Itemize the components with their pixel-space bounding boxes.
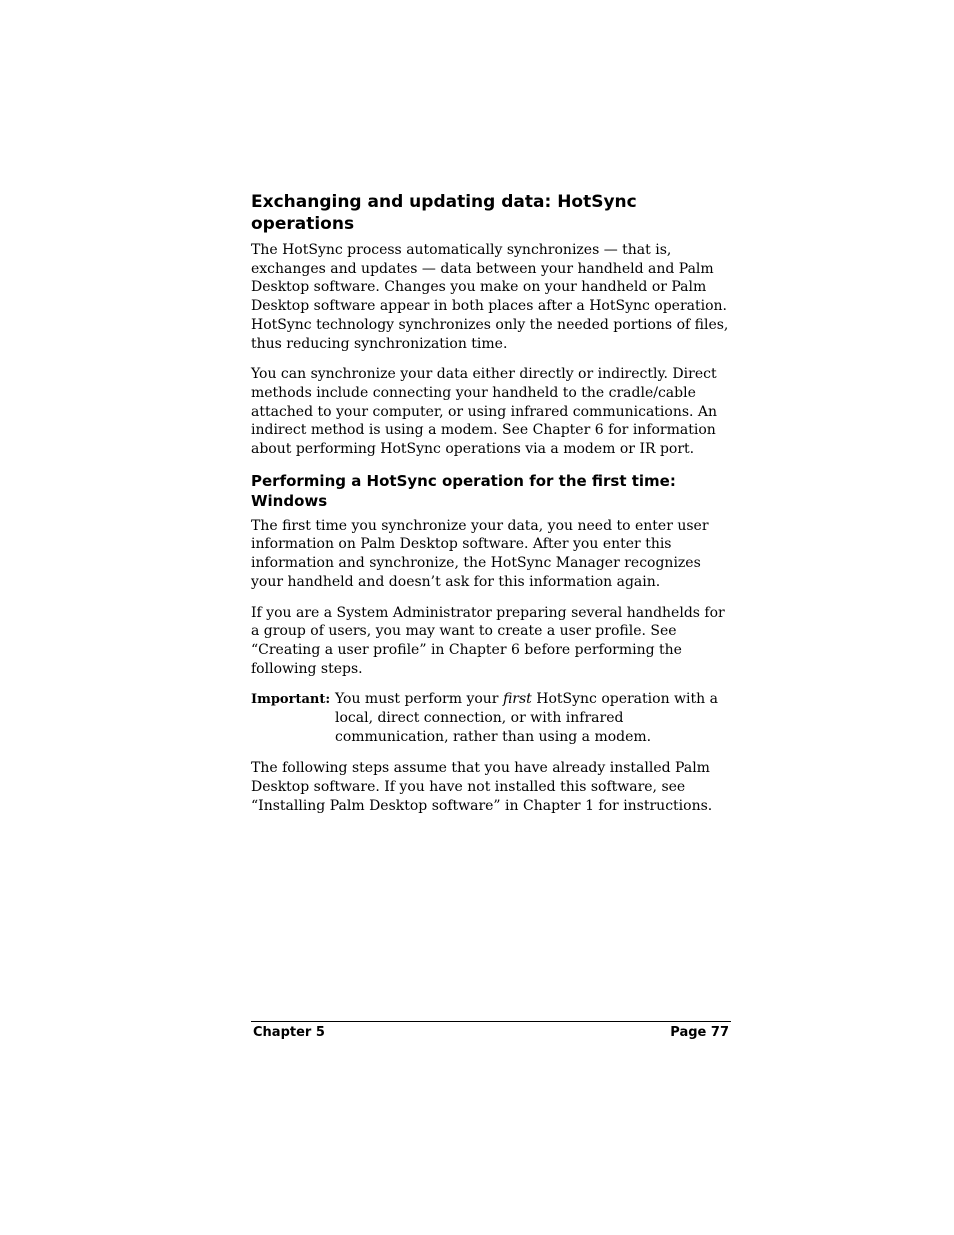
note-text <box>335 690 731 747</box>
important-note <box>251 690 731 747</box>
subsection-paragraph-3: The following steps assume that you have already installed Palm Desktop software. If you have not installed this software, see “Installing Palm Desktop software” in Chapter 1 for instructions. <box>251 760 713 814</box>
section-paragraph-2: You can synchronize your data either directly or indirectly. Direct methods include connecting your handheld to the cradle/cable attached to your computer, or using infrared communications. An indirect method is using a modem. See Chapter 6 for information about performing HotSync operations via a modem or IR port. <box>251 366 718 458</box>
page-footer <box>251 1021 731 1040</box>
subsection-paragraph-2: If you are a System Administrator preparing several handhelds for a group of users, you may want to create a user profile. See “Creating a user profile” in Chapter 6 before performing the following steps. <box>251 604 725 677</box>
subsection-heading: Performing a HotSync operation for the first time: Windows <box>251 471 676 510</box>
footer-chapter: Chapter 5 <box>253 1025 325 1040</box>
note-emphasis: first <box>502 691 532 708</box>
note-text-before: You must perform your <box>335 691 503 708</box>
section-paragraph-1: The HotSync process automatically synchronizes — that is, exchanges and updates — data between your handheld and Palm Desktop software. Changes you make on your handheld or Palm Desktop software appear in both places after a HotSync operation. HotSync technology synchronizes only the needed portions of files, thus reducing synchronization time. <box>251 242 729 352</box>
subsection-paragraph-1: The first time you synchronize your data, you need to enter user information on Palm Desktop software. After you enter this information and synchronize, the HotSync Manager recognizes your handheld and doesn’t ask for this information again. <box>251 517 709 590</box>
page-content <box>251 191 731 827</box>
note-text-after: HotSync operation with a local, direct connection, or with infrared communication, rather than using a modem. <box>335 691 718 746</box>
footer-page-number: Page 77 <box>670 1025 729 1040</box>
note-label: Important: <box>251 692 331 708</box>
section-heading: Exchanging and updating data: HotSync operations <box>251 192 637 234</box>
